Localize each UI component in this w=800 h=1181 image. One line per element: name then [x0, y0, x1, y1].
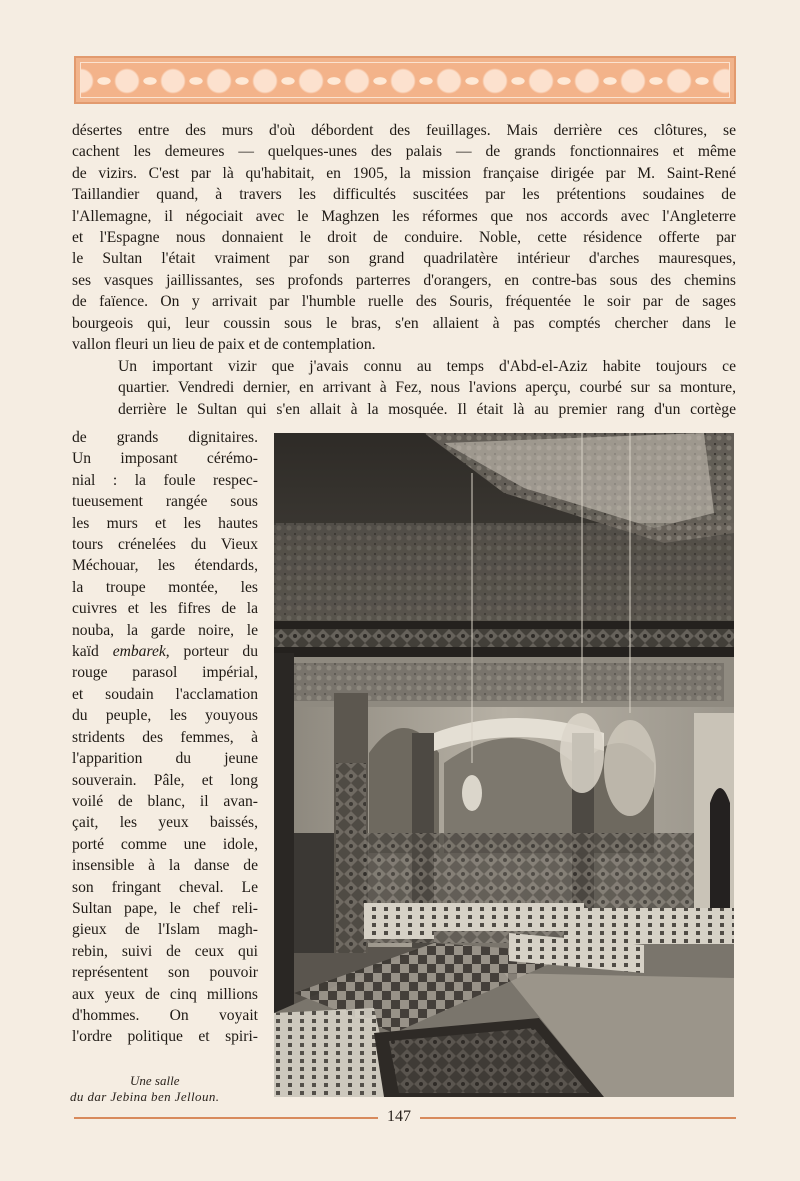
intro-line: de faïence. On y arrivait par l'humble ruelle des Souris, fréquentée le soir par de sages: [72, 293, 736, 311]
ornamental-header-banner: [74, 56, 736, 104]
interior-photograph: [274, 433, 734, 1097]
footer-rule-left: [74, 1117, 378, 1119]
column-line: stridents des femmes, à: [72, 728, 258, 746]
caption-line-1: Une salle: [130, 1073, 180, 1088]
intro-line: Taillandier quand, à travers les difficultés suscitées par les prétentions soudaines de: [72, 186, 736, 204]
column-line: souverain. Pâle, et long: [72, 771, 258, 789]
column-line: aux yeux de cinq millions: [72, 985, 258, 1003]
italic-term: embarek: [112, 643, 166, 661]
column-line: son fringant cheval. Le: [72, 878, 258, 896]
column-line: Un imposant cérémo-: [72, 450, 258, 468]
column-line: insensible à la danse de: [72, 857, 258, 875]
intro-line: l'Allemagne, il négociait avec le Maghzen les réformes que nos accords avec l'Angleterre: [72, 207, 736, 225]
column-line: du peuple, les youyous: [72, 707, 258, 725]
column-line: çait, les yeux baissés,: [72, 814, 258, 832]
column-line: gieux de l'Islam magh-: [72, 921, 258, 939]
intro-line: et l'Espagne nous donnaient le droit de conduire. Noble, cette résidence offerte par: [72, 229, 736, 247]
intro-line: cachent les demeures — quelques-unes des palais — de grands fonctionnaires et même: [72, 143, 736, 161]
paragraph-vizir: [72, 356, 736, 420]
vizir-line: quartier. Vendredi dernier, en arrivant à Fez, nous l'avions aperçu, courbé sur sa monture,: [118, 379, 736, 397]
vizir-line: derrière le Sultan qui s'en allait à la mosquée. Il était là au premier rang d'un cortège: [118, 400, 736, 418]
paragraph-intro: [72, 120, 736, 355]
column-line: représentent son pouvoir: [72, 964, 258, 982]
intro-line: bourgeois qui, leur coussin sous le bras, s'en allaient à pas comptés chercher dans le: [72, 314, 736, 332]
column-line: nouba, la garde noire, le: [72, 621, 258, 639]
vizir-line: Un important vizir que j'avais connu au temps d'Abd-el-Aziz habite toujours ce: [118, 358, 736, 375]
intro-line: désertes entre des murs d'où débordent des feuillages. Mais derrière ces clôtures, se: [72, 122, 736, 139]
column-line: la troupe montée, les: [72, 578, 258, 596]
column-line: d'hommes. On voyait: [72, 1006, 258, 1024]
intro-line: vallon fleuri un lieu de paix et de contemplation.: [72, 336, 376, 354]
column-line: les murs et les hautes: [72, 514, 258, 532]
column-line: Méchouar, les étendards,: [72, 557, 258, 575]
column-line: Sultan pape, le chef reli-: [72, 899, 258, 917]
photo-caption: [60, 1073, 260, 1105]
page-number: 147: [387, 1108, 411, 1125]
column-line: tours crénelées du Vieux: [72, 536, 258, 554]
intro-line: de vizirs. C'est par là qu'habitait, en 1905, la mission française dirigée par M. Saint-René: [72, 164, 736, 182]
column-line: tueusement rangée sous: [72, 493, 258, 511]
footer-rule-right: [420, 1117, 736, 1119]
column-line: cuivres et les fifres de la: [72, 600, 258, 618]
column-line: porté comme une idole,: [72, 835, 258, 853]
column-text: [72, 427, 258, 1048]
column-line: rouge parasol impérial,: [72, 664, 258, 682]
column-line: de grands dignitaires.: [72, 429, 258, 446]
column-line: rebin, suivi de ceux qui: [72, 942, 258, 960]
column-line: voilé de blanc, il avan-: [72, 792, 258, 810]
column-line: l'apparition du jeune: [72, 750, 258, 768]
column-line: nial : la foule respec-: [72, 471, 258, 489]
column-line: et soudain l'acclamation: [72, 685, 258, 703]
column-line: l'ordre politique et spiri-: [72, 1028, 258, 1046]
caption-line-2: du dar Jebina ben Jelloun.: [70, 1089, 220, 1104]
column-line: kaïd embarek, porteur du: [72, 643, 258, 661]
intro-line: le Sultan l'était vraiment par son grand quadrilatère intérieur d'arches mauresques,: [72, 250, 736, 268]
arabesque-pattern: [80, 62, 730, 98]
intro-line: ses vasques jaillissantes, ses profonds parterres d'orangers, en contre-bas sous des chemins: [72, 271, 736, 289]
